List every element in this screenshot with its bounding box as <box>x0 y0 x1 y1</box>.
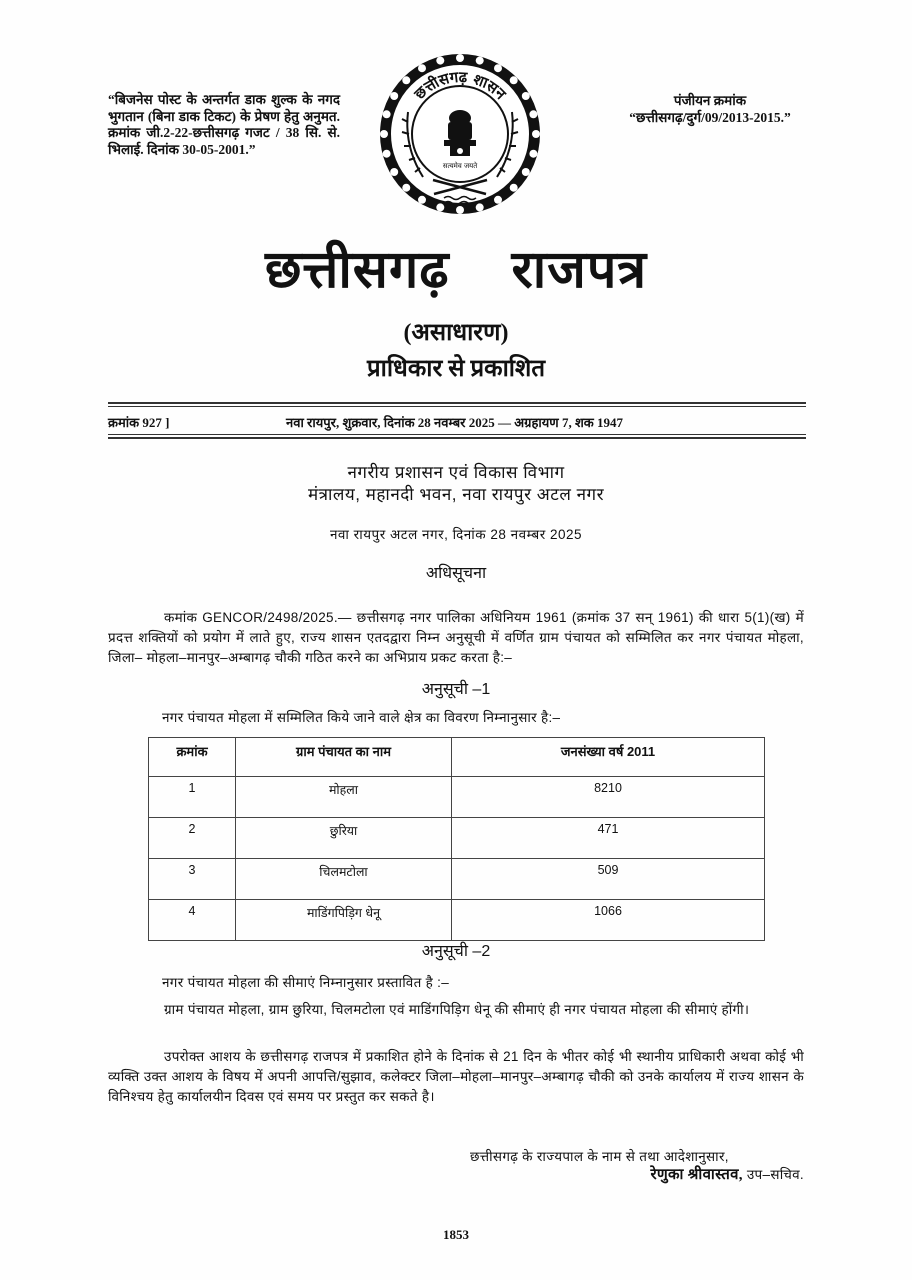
cell-serial: 3 <box>149 859 236 900</box>
seal-motto: सत्यमेव जयते <box>442 162 478 170</box>
issue-number: क्रमांक 927 ] <box>108 415 170 430</box>
table-row <box>149 818 765 859</box>
paragraph-3-text: उपरोक्त आशय के छत्तीसगढ़ राजपत्र में प्रकाशित होने के दिनांक से 21 दिन के भीतर कोई भी स्थानीय प्राधिकारी अथवा कोई भी व्यक्ति उक्त आशय के विषय में अपनी आपत्ति/सुझाव, कलेक्टर जिला–मोहला–मानपुर–अम्बागढ़ चौकी को उनके कार्यालय में राज्य शासन के विनिश्चय हेतु कार्यालयीन दिवस एवं समय पर प्रस्तुत कर सकते है। <box>108 1049 804 1104</box>
schedule-1-title: अनुसूची –1 <box>421 681 491 698</box>
gram-panchayat-table <box>148 737 765 941</box>
cell-serial: 2 <box>149 818 236 859</box>
authority-label: प्राधिकार से प्रकाशित <box>366 356 546 382</box>
cell-panchayat-name: माडिंगपिड़िग धेनू <box>236 900 452 941</box>
cell-panchayat-name: चिलमटोला <box>236 859 452 900</box>
top-double-rule <box>108 402 806 407</box>
schedule-2-title: अनुसूची –2 <box>421 943 491 960</box>
registration-block <box>610 92 810 126</box>
signatory-block <box>650 1166 804 1184</box>
signatory-designation: उप–सचिव. <box>746 1167 804 1182</box>
department-name: नगरीय प्रशासन एवं विकास विभाग <box>347 463 565 482</box>
chhattisgarh-emblem-seal <box>378 52 542 228</box>
cell-serial: 4 <box>149 900 236 941</box>
objection-paragraph <box>108 1047 804 1107</box>
paragraph-1-text: कमांक GENCOR/2498/2025.— छत्तीसगढ़ नगर पालिका अधिनियम 1961 (क्रमांक 37 सन् 1961) की धारा 5(1)(ख) में प्रदत्त शक्तियों को प्रयोग में लाते हुए, राज्य शासन एतदद्वारा निम्न अनुसूची में वर्णित ग्राम पंचायत को सम्मिलित कर नगर पंचायत मोहला, जिला– मोहला–मानपुर–अम्बागढ़ चौकी गठित करने का अभिप्राय प्रकट करता है:– <box>108 610 804 665</box>
department-address: मंत्रालय, महानदी भवन, नवा रायपुर अटल नगर <box>307 485 605 504</box>
signatory-name: रेणुका श्रीवास्तव, <box>650 1167 743 1183</box>
boundary-paragraph <box>108 1000 804 1020</box>
cell-population: 8210 <box>452 777 765 818</box>
cell-population: 471 <box>452 818 765 859</box>
header-serial: क्रमांक <box>149 738 236 777</box>
notification-paragraph <box>108 608 804 668</box>
bottom-double-rule <box>108 434 806 439</box>
table-header-row <box>149 738 765 777</box>
table-row <box>149 777 765 818</box>
cell-panchayat-name: छुरिया <box>236 818 452 859</box>
schedule-1-intro: नगर पंचायत मोहला में सम्मिलित किये जाने वाले क्षेत्र का विवरण निम्नानुसार है:– <box>162 710 561 725</box>
registration-label: पंजीयन क्रमांक <box>673 93 747 108</box>
notification-heading: अधिसूचना <box>425 565 487 582</box>
table-row <box>149 859 765 900</box>
postal-permit-note: “बिजनेस पोस्ट के अन्तर्गत डाक शुल्क के नगद भुगतान (बिना डाक टिकट) के प्रेषण हेतु अनुमत. क्रमांक जी.2-22-छत्तीसगढ़ गजट / 38 सि. से. भिलाई. दिनांक 30-05-2001.” <box>108 92 340 157</box>
cell-serial: 1 <box>149 777 236 818</box>
page-number: 1853 <box>443 1227 469 1242</box>
gazette-title: छत्तीसगढ़ राजपत्र <box>264 242 648 299</box>
issue-date: नवा रायपुर, शुक्रवार, दिनांक 28 नवम्बर 2025 — अग्रहायण 7, शक 1947 <box>286 415 624 430</box>
edition-label: (असाधारण) <box>403 320 509 346</box>
notice-place-date: नवा रायपुर अटल नगर, दिनांक 28 नवम्बर 2025 <box>329 527 583 542</box>
table-row <box>149 900 765 941</box>
schedule-2-intro: नगर पंचायत मोहला की सीमाएं निम्नानुसार प्रस्तावित है :– <box>162 975 450 990</box>
cell-population: 1066 <box>452 900 765 941</box>
header-panchayat-name: ग्राम पंचायत का नाम <box>236 738 452 777</box>
registration-number: “छत्तीसगढ़/दुर्ग/09/2013-2015.” <box>629 110 791 125</box>
header-population: जनसंख्या वर्ष 2011 <box>452 738 765 777</box>
cell-population: 509 <box>452 859 765 900</box>
cell-panchayat-name: मोहला <box>236 777 452 818</box>
seal-inscription: छत्तीसगढ़ शासन <box>410 67 510 103</box>
issue-info-row <box>108 410 806 432</box>
governor-order-line: छत्तीसगढ़ के राज्यपाल के नाम से तथा आदेशानुसार, <box>470 1149 729 1164</box>
paragraph-2-text: ग्राम पंचायत मोहला, ग्राम छुरिया, चिलमटोला एवं माडिंगपिड़िग धेनू की सीमाएं ही नगर पंचायत मोहला की सीमाएं होंगी। <box>164 1002 750 1017</box>
